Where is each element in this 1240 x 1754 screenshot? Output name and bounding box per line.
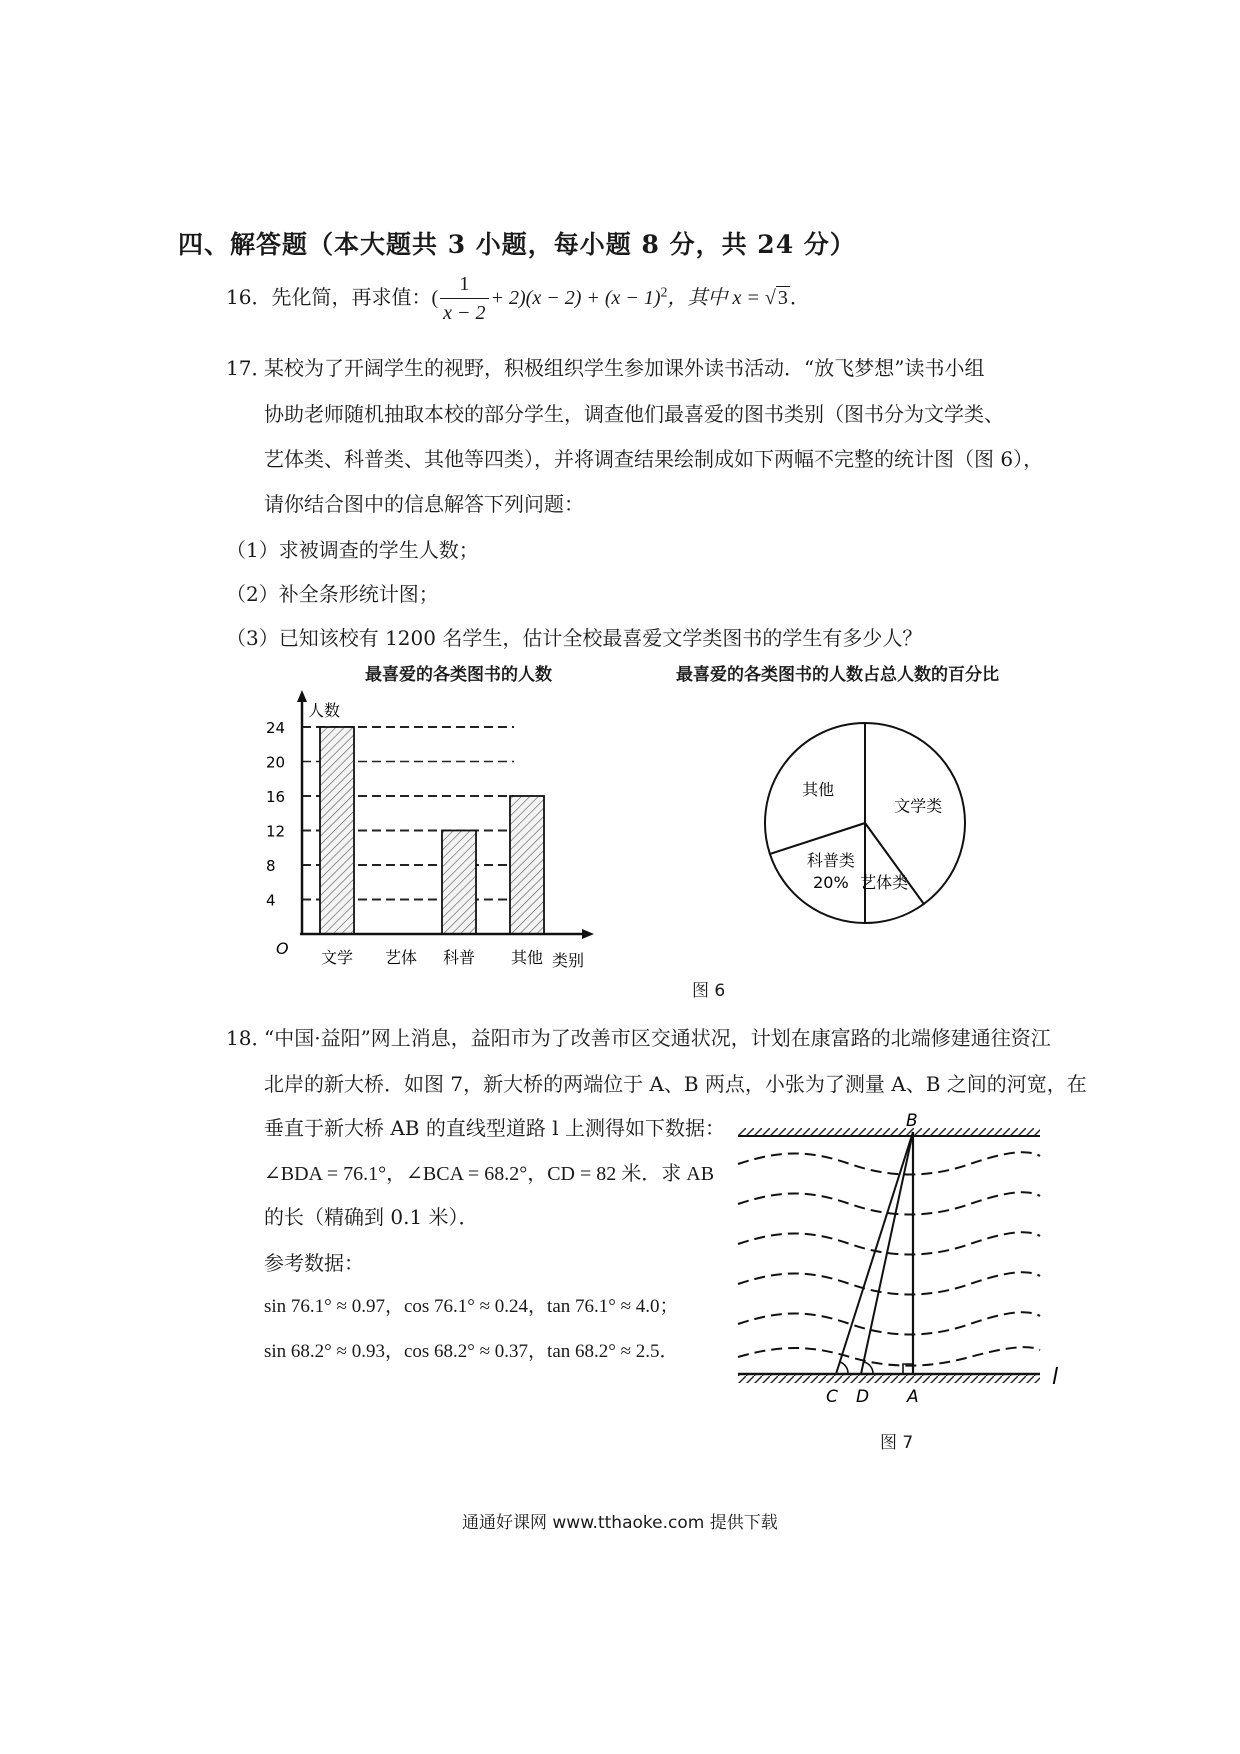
q18-number: 18．: [226, 1026, 272, 1050]
angle-d-arc: [864, 1362, 873, 1374]
river-waves: [738, 1152, 1040, 1365]
category-label-艺体: 艺体: [385, 948, 418, 967]
bar-科普: [442, 831, 476, 935]
footer-credit: 通通好课网 www.tthaoke.com 提供下载: [462, 1513, 778, 1533]
q18-ref-label: 参考数据：: [264, 1251, 364, 1275]
pie-chart: [760, 718, 970, 928]
category-label-科普: 科普: [443, 948, 476, 967]
q17-line-2: 协助老师随机抽取本校的部分学生，调查他们最喜爱的图书类别（图书分为文学类、: [264, 402, 1004, 426]
q16-exponent: 2: [660, 285, 668, 301]
q17-sub-1: （1）求被调查的学生人数；: [226, 538, 479, 562]
road-l-hatch: [738, 1375, 1040, 1383]
q18-answer-line: 的长（精确到 0.1 米）．: [264, 1205, 479, 1229]
origin-label: O: [276, 939, 289, 958]
label-a: A: [907, 1387, 919, 1407]
label-l: l: [1052, 1365, 1059, 1390]
q16-number: 16．: [226, 285, 272, 309]
figure-7-caption: 图 7: [880, 1433, 914, 1453]
x-axis-arrow: [582, 929, 594, 939]
bar-chart-title: 最喜爱的各类图书的人数: [365, 665, 552, 685]
pie-label-文学类: 文学类: [894, 796, 943, 816]
label-d: D: [856, 1387, 870, 1407]
q17-line-4: 请你结合图中的信息解答下列问题：: [264, 492, 584, 516]
bar-其他: [510, 796, 544, 934]
ytick-label-8: 8: [266, 857, 276, 875]
q16-condition: ，其中 x =: [667, 287, 765, 309]
q18-ref-1: sin 76.1° ≈ 0.97，cos 76.1° ≈ 0.24，tan 76.1° ≈ 4.0；: [264, 1296, 679, 1317]
q16-frac-den: x − 2: [443, 302, 486, 324]
figure-7-diagram: [730, 1112, 1070, 1412]
label-b: B: [906, 1112, 918, 1131]
pie-chart-title: 最喜爱的各类图书的人数占总人数的百分比: [676, 665, 999, 685]
q16-frac-num: 1: [440, 270, 488, 299]
q18-line-2: 北岸的新大桥．如图 7，新大桥的两端位于 A、B 两点，小张为了测量 A、B 之间的河宽，在: [264, 1072, 1087, 1096]
q16-lead: 先化简，再求值：: [271, 285, 432, 309]
ytick-label-4: 4: [266, 891, 276, 910]
x-axis-label: 类别: [552, 951, 585, 970]
pie-label-艺体类: 艺体类: [860, 872, 909, 892]
pie-percent-科普类: 20%: [813, 872, 849, 892]
q16-expression: + 2)(x − 2) + (x − 1): [490, 287, 661, 309]
q18-line-1: “中国·益阳”网上消息，益阳市为了改善市区交通状况，计划在康富路的北端修建通往资江: [264, 1026, 1051, 1050]
north-bank-hatch: [738, 1128, 1040, 1136]
line-bd: [861, 1132, 913, 1374]
y-axis-label: 人数: [308, 701, 341, 720]
section-heading: 四、解答题（本大题共 3 小题，每小题 8 分，共 24 分）: [178, 230, 856, 259]
q18-ref-2: sin 68.2° ≈ 0.93，cos 68.2° ≈ 0.37，tan 68.2° ≈ 2.5．: [264, 1341, 679, 1362]
q17-sub-2: （2）补全条形统计图；: [226, 582, 439, 606]
line-bc: [836, 1132, 913, 1374]
y-axis-arrow: [297, 690, 307, 702]
figure-6-caption: 图 6: [692, 981, 726, 1001]
category-label-其他: 其他: [511, 948, 544, 967]
category-label-文学: 文学: [321, 948, 354, 967]
bar-文学: [320, 727, 354, 934]
q16-open-paren: (: [431, 287, 439, 309]
q16-end: ．: [789, 285, 810, 309]
q17-number: 17．: [226, 356, 272, 380]
ytick-label-16: 16: [266, 788, 286, 806]
q18-data-line: ∠BDA = 76.1°，∠BCA = 68.2°，CD = 82 米．求 AB: [264, 1163, 715, 1185]
ytick-label-20: 20: [266, 753, 286, 772]
q17-sub-3: （3）已知该校有 1200 名学生，估计全校最喜爱文学类图书的学生有多少人？: [226, 626, 923, 650]
ytick-label-12: 12: [266, 822, 286, 841]
q18-line-3: 垂直于新大桥 AB 的直线型道路 l 上测得如下数据：: [264, 1116, 725, 1140]
question-16: 16．先化简，再求值：( $\frac{1}{x - 2}$ + $2)(x - 2) + (x - 1)^2$，其中 x = √ 3 ．: [226, 270, 810, 327]
q16-fraction: [440, 270, 488, 327]
label-c: C: [826, 1387, 838, 1407]
pie-label-科普类: 科普类: [806, 850, 855, 870]
q16-sqrt-arg: 3: [777, 287, 788, 309]
pie-label-其他: 其他: [802, 779, 835, 799]
q17-line-3: 艺体类、科普类、其他等四类），并将调查结果绘制成如下两幅不完整的统计图（图 6），: [264, 447, 1044, 471]
angle-c-arc: [840, 1362, 848, 1374]
q17-line-1: 某校为了开阔学生的视野，积极组织学生参加课外读书活动．“放飞梦想”读书小组: [264, 356, 985, 380]
bar-chart: [262, 682, 662, 972]
ytick-label-24: 24: [266, 719, 286, 737]
